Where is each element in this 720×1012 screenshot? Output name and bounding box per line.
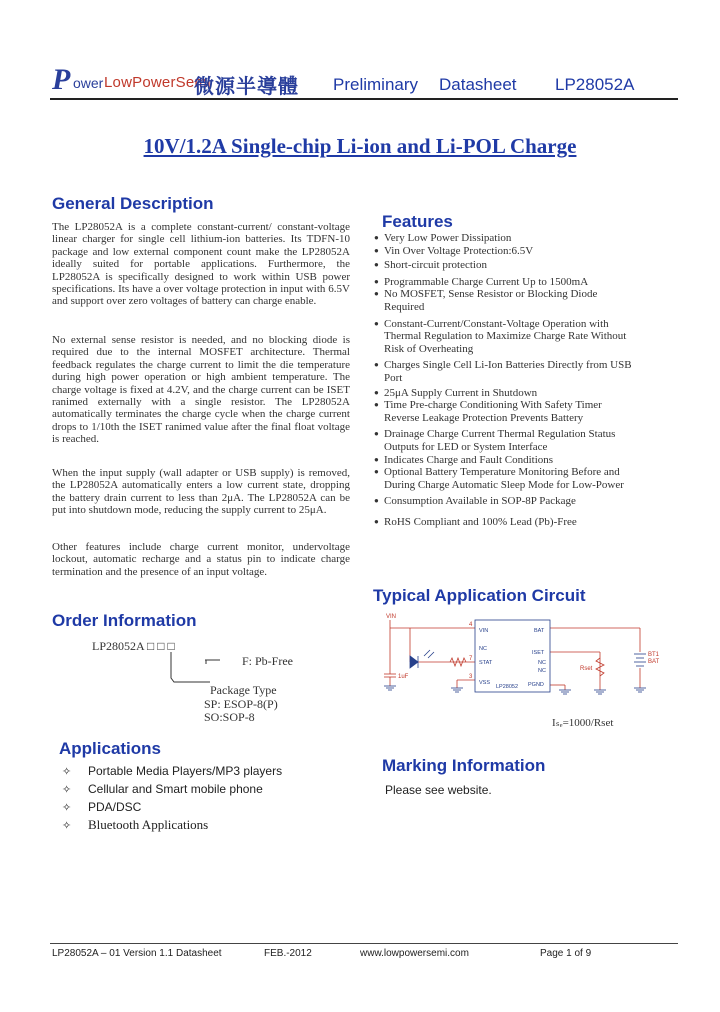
footer-rule: [50, 943, 678, 944]
pin-vin: VIN: [479, 628, 489, 634]
feature-item: [374, 428, 674, 453]
feature-line: ● Optional Battery Temperature Monitoring Before and: [384, 466, 620, 479]
pin-iset: ISET: [532, 650, 545, 656]
application-label: Bluetooth Applications: [88, 817, 209, 832]
pin-num-vss: 3: [469, 674, 473, 680]
feature-line: Port: [384, 371, 403, 384]
general-description-heading: General Description: [52, 194, 214, 213]
feature-line: Reverse Leakage Protection Prevents Battery: [384, 411, 584, 424]
feature-line: ● Drainage Charge Current Thermal Regulation Status: [384, 428, 616, 441]
feature-item: [374, 495, 674, 508]
general-paragraph-4: Other features include charge current monitor, undervoltage lockout, automatic recharge and a status pin to indicate charge termination and the presence of an input voltage.: [52, 541, 350, 578]
pin-bat: BAT: [534, 628, 545, 634]
company-chinese-name: 微源半導體: [194, 74, 299, 98]
feature-item: [374, 466, 674, 491]
doc-kind: Datasheet: [439, 75, 517, 94]
pin-stat: STAT: [479, 660, 493, 666]
feature-line: ● Indicates Charge and Fault Conditions: [384, 453, 554, 466]
order-package-so: SO:SOP-8: [204, 710, 255, 724]
marking-text: Please see website.: [385, 783, 492, 797]
pin-vss: VSS: [479, 680, 491, 686]
feature-line: Outputs for LED or System Interface: [384, 440, 548, 453]
features-list: [374, 232, 674, 528]
general-paragraph-3: When the input supply (wall adapter or USB supply) is removed, the LP28052A automatically enters a low current state, dropping the battery drain current to less than 2μA. The LP28052A can be put into shutdown mode, reducing the supply current to 25μA.: [52, 467, 350, 517]
feature-line: ● Short-circuit protection: [384, 259, 487, 272]
feature-line: ● Charges Single Cell Li-Ion Batteries Directly from USB: [384, 359, 632, 372]
rset-label: Rset: [580, 666, 593, 672]
order-pb-free: F: Pb-Free: [242, 654, 293, 668]
application-item: [62, 816, 282, 834]
footer-doc: LP28052A – 01 Version 1.1 Datasheet: [52, 948, 222, 959]
feature-line: Risk of Overheating: [384, 342, 474, 355]
features-heading: Features: [382, 212, 453, 231]
vin-label: VIN: [386, 614, 397, 620]
page-title: 10V/1.2A Single-chip Li-ion and Li-POL Charge: [143, 134, 577, 158]
feature-line: ● Very Low Power Dissipation: [384, 232, 512, 244]
feature-line: ● Consumption Available in SOP-8P Package: [384, 495, 576, 508]
feature-item: [374, 318, 674, 356]
footer-date: FEB.-2012: [264, 948, 312, 959]
application-circuit-diagram: [380, 610, 680, 738]
circuit-heading: Typical Application Circuit: [373, 586, 586, 605]
battery-label: BT1: [648, 652, 660, 658]
feature-line: ● Programmable Charge Current Up to 1500mA: [384, 275, 589, 288]
feature-line: ● 25μA Supply Current in Shutdown: [384, 386, 538, 399]
application-label: PDA/DSC: [88, 800, 142, 814]
pin-pgnd: PGND: [528, 682, 544, 688]
feature-line: Required: [384, 300, 425, 313]
feature-item: [374, 516, 674, 529]
order-code: LP28052A □ □ □: [92, 639, 175, 653]
footer-website[interactable]: www.lowpowersemi.com: [360, 948, 469, 959]
general-paragraph-1: The LP28052A is a complete constant-current/ constant-voltage linear charger for single cell lithium-ion batteries. Its TDFN-10 package and low external component count make the LP28052A ideally suited for portable applications. Furthermore, the LP28052A is specifically designed to work within USB power specifications. Its have a over voltage protection in input with 6.5V and support over zero voltages of battery can charge enable.: [52, 221, 350, 308]
pin-num-stat: 7: [469, 656, 473, 662]
feature-item: [374, 387, 674, 400]
feature-item: [374, 232, 674, 245]
marking-heading: Marking Information: [382, 756, 546, 775]
diamond-bullet-icon: ✧: [62, 765, 72, 778]
applications-heading: Applications: [59, 739, 162, 758]
logo-letter: P: [52, 63, 71, 96]
applications-list: [62, 762, 282, 834]
iset-formula: Iₛₑ=1000/Rset: [552, 717, 614, 729]
feature-line: Thermal Regulation to Maximize Charge Rate Without: [384, 330, 627, 343]
feature-item: [374, 276, 674, 289]
feature-item: [374, 399, 674, 424]
feature-item: [374, 245, 674, 258]
pin-nc-right-1: NC: [538, 660, 546, 666]
application-label: Portable Media Players/MP3 players: [88, 764, 283, 778]
feature-line: During Charge Automatic Sleep Mode for Low-Power: [384, 478, 624, 491]
feature-item: [374, 288, 674, 313]
application-item: [62, 762, 282, 780]
order-package-sp: SP: ESOP-8(P): [204, 697, 278, 711]
doc-type: Preliminary: [333, 75, 419, 94]
diamond-bullet-icon: ✧: [62, 819, 72, 832]
order-heading: Order Information: [52, 611, 197, 630]
feature-item: [374, 359, 674, 384]
pin-nc-left: NC: [479, 646, 487, 652]
application-label: Cellular and Smart mobile phone: [88, 782, 263, 796]
feature-line: ● Vin Over Voltage Protection:6.5V: [384, 244, 534, 257]
general-paragraph-2: No external sense resistor is needed, and no blocking diode is required due to the internal MOSFET architecture. Thermal feedback regulates the charge current to limit the die temperature during high power operation or high ambient temperature. The charge voltage is fixed at 4.2V, and the charge current can be ISET ranimed externally with a single resistor. The LP28052A automatically terminates the charge cycle when the charge current drops to 1/10th the ISET ranimed value after the final float voltage is reached.: [52, 334, 350, 446]
footer-page: Page 1 of 9: [540, 948, 592, 959]
logo-word: ower: [73, 75, 104, 91]
feature-item: [374, 454, 674, 467]
feature-line: ● Time Pre-charge Conditioning With Safety Timer: [384, 399, 602, 412]
application-item: [62, 798, 282, 816]
battery-sub-label: BAT: [648, 659, 660, 665]
diamond-bullet-icon: ✧: [62, 801, 72, 814]
feature-line: ● No MOSFET, Sense Resistor or Blocking Diode: [384, 288, 598, 301]
application-item: [62, 780, 282, 798]
pin-num-vin: 4: [469, 622, 473, 628]
order-package-title: Package Type: [210, 683, 277, 697]
feature-line: ● RoHS Compliant and 100% Lead (Pb)-Free: [384, 515, 577, 528]
part-number: LP28052A: [555, 75, 635, 94]
feature-line: ● Constant-Current/Constant-Voltage Operation with: [384, 317, 609, 330]
pin-nc-right-2: NC: [538, 668, 546, 674]
feature-item: [374, 259, 674, 272]
chip-label: LP28052: [496, 684, 519, 690]
header-rule: [50, 98, 678, 100]
cap-label: 1uF: [398, 674, 409, 680]
diamond-bullet-icon: ✧: [62, 783, 72, 796]
company-name: LowPowerSemi: [104, 74, 211, 91]
